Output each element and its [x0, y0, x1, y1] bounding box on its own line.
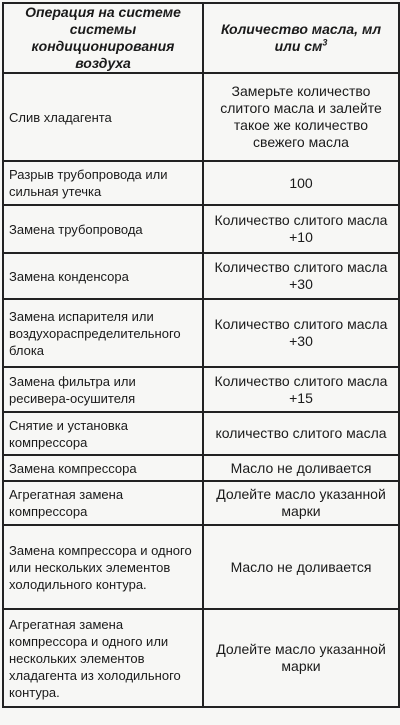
- oil-quantity-table: [2, 2, 400, 708]
- operation-cell: Замена испарителя или воздухораспределительного блока: [3, 299, 203, 367]
- header-row: [3, 3, 399, 73]
- header-oil-unit-superscript: 3: [322, 37, 328, 48]
- oil-amount-cell: количество слитого масла: [203, 412, 399, 455]
- operation-cell: Агрегатная замена компрессора: [3, 481, 203, 525]
- oil-amount-cell: 100: [203, 161, 399, 205]
- oil-amount-cell: Масло не доливается: [203, 525, 399, 609]
- table-row: [3, 73, 399, 161]
- table-row: [3, 455, 399, 481]
- table-row: [3, 525, 399, 609]
- operation-cell: Замена компрессора и одного или нескольких элементов холодильного контура.: [3, 525, 203, 609]
- operation-cell: Слив хладагента: [3, 73, 203, 161]
- table-row: [3, 205, 399, 253]
- oil-amount-cell: Количество слитого масла +10: [203, 205, 399, 253]
- operation-cell: Замена фильтра или ресивера-осушителя: [3, 367, 203, 412]
- oil-amount-cell: Количество слитого масла +15: [203, 367, 399, 412]
- table-row: [3, 367, 399, 412]
- table-row: [3, 609, 399, 707]
- operation-cell: Замена конденсора: [3, 253, 203, 299]
- oil-amount-cell: Долейте масло указанной марки: [203, 481, 399, 525]
- header-oil-amount: [203, 3, 399, 73]
- header-oil-amount-text: Количество масла, мл или см: [220, 21, 382, 54]
- operation-cell: Замена трубопровода: [3, 205, 203, 253]
- operation-cell: Разрыв трубопровода или сильная утечка: [3, 161, 203, 205]
- table-row: [3, 299, 399, 367]
- oil-amount-cell: Количество слитого масла +30: [203, 299, 399, 367]
- table-row: [3, 412, 399, 455]
- operation-cell: Снятие и установка компрессора: [3, 412, 203, 455]
- oil-amount-cell: Количество слитого масла +30: [203, 253, 399, 299]
- operation-cell: Замена компрессора: [3, 455, 203, 481]
- operation-cell: Агрегатная замена компрессора и одного или нескольких элементов хладагента из холодильного контура.: [3, 609, 203, 707]
- table-row: [3, 481, 399, 525]
- header-operation: Операция на системе системы кондиционирования воздуха: [3, 3, 203, 73]
- oil-amount-cell: Масло не доливается: [203, 455, 399, 481]
- oil-amount-cell: Замерьте количество слитого масла и залейте такое же количество свежего масла: [203, 73, 399, 161]
- oil-amount-cell: Долейте масло указанной марки: [203, 609, 399, 707]
- table-row: [3, 253, 399, 299]
- table-row: [3, 161, 399, 205]
